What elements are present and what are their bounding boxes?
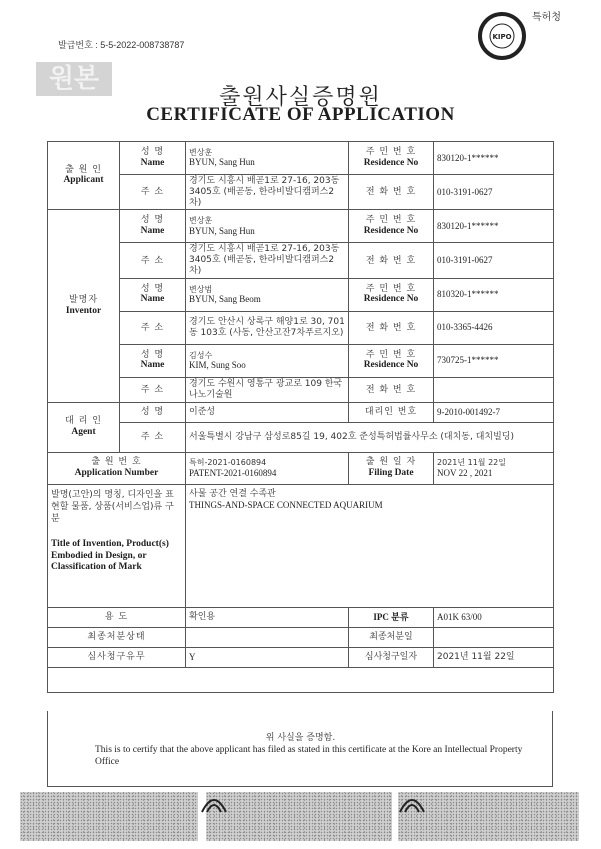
certification-statement-en: This is to certify that the above applicant has filed as stated in this certificate at the Kore an Intellectual Property Office bbox=[95, 745, 523, 767]
exam-request-date: 2021년 11월 22일 bbox=[434, 647, 554, 667]
inventor-1-address-row bbox=[48, 243, 554, 278]
resid-label-en: Residence No bbox=[363, 226, 419, 237]
address-label: 주 소 bbox=[140, 432, 165, 443]
kipo-logo bbox=[478, 6, 596, 66]
inventor-1-name-ko: 변상훈 bbox=[189, 216, 213, 226]
application-number-row bbox=[48, 452, 554, 484]
barcode-swirl-icon bbox=[398, 792, 426, 814]
exam-request-value: Y bbox=[186, 647, 349, 667]
agent-name: 이준성 bbox=[186, 402, 349, 422]
inventor-1-address: 경기도 시흥시 배곧1로 27-16, 203동 3405호 (배곧동, 한라비발디캠퍼스2차) bbox=[186, 243, 349, 278]
agent-section-label bbox=[48, 402, 120, 452]
invention-title-label-ko: 발명(고안)의 명칭, 디자인을 표현할 물품, 상품(서비스업)류 구분 bbox=[51, 489, 174, 525]
name-label-ko: 성 명 bbox=[140, 215, 165, 226]
inventor-label-en: Inventor bbox=[65, 305, 102, 316]
applicant-phone: 010-3191-0627 bbox=[434, 175, 554, 210]
resid-label-ko: 주 민 번 호 bbox=[365, 215, 417, 226]
logo-text: 특허청 bbox=[532, 12, 561, 23]
inventor-1-resid: 830120-1****** bbox=[434, 210, 554, 243]
inventor-3-address: 경기도 수원시 영통구 광교로 109 한국나노기술원 bbox=[186, 377, 349, 402]
name-label-ko: 성 명 bbox=[140, 349, 165, 360]
applicant-address: 경기도 시흥시 배곧1로 27-16, 203동 3405호 (배곧동, 한라비발디캠퍼스2차) bbox=[186, 175, 349, 210]
applicant-name-ko: 변상훈 bbox=[189, 147, 213, 157]
agent-code: 9-2010-001492-7 bbox=[434, 402, 554, 422]
logo-badge: KIPO bbox=[492, 33, 512, 41]
barcode-swirl-icon bbox=[200, 792, 228, 814]
invention-title-label-en: Title of Invention, Product(s) Embodied in Design, or Classification of Mark bbox=[51, 539, 169, 572]
agent-name-row bbox=[48, 402, 554, 422]
applicant-label-en: Applicant bbox=[63, 175, 104, 186]
invention-title-ko: 사물 공간 연결 수족관 bbox=[189, 488, 276, 499]
app-number-label bbox=[48, 452, 186, 484]
address-label: 주 소 bbox=[140, 322, 165, 333]
app-number-ko: 특허-2021-0160894 bbox=[189, 458, 267, 468]
inventor-2-resid: 810320-1****** bbox=[434, 278, 554, 311]
agent-label-ko: 대 리 인 bbox=[65, 416, 102, 427]
applicant-name-row bbox=[48, 142, 554, 175]
security-pattern-left bbox=[20, 792, 198, 841]
invention-title-row bbox=[48, 484, 554, 607]
resid-label-ko: 주 민 번 호 bbox=[365, 146, 417, 157]
inventor-2-phone: 010-3365-4426 bbox=[434, 311, 554, 344]
agent-address-row bbox=[48, 422, 554, 452]
phone-label: 전 화 번 호 bbox=[365, 322, 417, 333]
blank-row bbox=[48, 667, 554, 692]
purpose-label: 용 도 bbox=[104, 612, 129, 623]
invention-title-value bbox=[186, 484, 554, 607]
inventor-3-name-en: KIM, Sung Soo bbox=[189, 360, 246, 371]
final-disposition-date bbox=[434, 627, 554, 647]
inventor-1-name-row bbox=[48, 210, 554, 243]
resid-label-en: Residence No bbox=[363, 157, 419, 168]
inventor-3-name-row bbox=[48, 344, 554, 377]
phone-label: 전 화 번 호 bbox=[365, 255, 417, 266]
inventor-3-address-row bbox=[48, 377, 554, 402]
security-pattern-center bbox=[206, 792, 392, 841]
filing-date-label-ko: 출 원 일 자 bbox=[365, 457, 417, 468]
filing-date-en: NOV 22 , 2021 bbox=[437, 467, 493, 478]
final-disposition-label: 최종처분상태 bbox=[87, 632, 146, 643]
invention-title-label bbox=[48, 484, 186, 607]
name-label-en: Name bbox=[140, 157, 165, 168]
inventor-1-phone: 010-3191-0627 bbox=[434, 243, 554, 278]
inventor-2-address-row bbox=[48, 311, 554, 344]
inventor-1-name-en: BYUN, Sang Hun bbox=[189, 225, 255, 236]
inventor-2-name-row bbox=[48, 278, 554, 311]
final-disposition-value bbox=[186, 627, 349, 647]
filing-date-label-en: Filing Date bbox=[368, 467, 414, 478]
ipc-value: A01K 63/00 bbox=[434, 607, 554, 627]
resid-label-ko: 주 민 번 호 bbox=[365, 283, 417, 294]
inventor-label-ko: 발명자 bbox=[68, 294, 99, 305]
resid-label-ko: 주 민 번 호 bbox=[365, 349, 417, 360]
applicant-address-row bbox=[48, 175, 554, 210]
final-disposition-date-label: 최종처분일 bbox=[369, 632, 413, 643]
applicant-name-en: BYUN, Sang Hun bbox=[189, 157, 255, 168]
filing-date-ko: 2021년 11월 22일 bbox=[437, 458, 506, 468]
page-title-english: CERTIFICATE OF APPLICATION bbox=[146, 104, 455, 125]
page-title-korean: 출원사실증명원 bbox=[219, 85, 382, 110]
app-number-label-ko: 출 원 번 호 bbox=[91, 457, 142, 468]
inventor-2-address: 경기도 안산시 상록구 해양1로 30, 701동 103호 (사동, 안산고잔7차푸르지오) bbox=[186, 311, 349, 344]
applicant-resid: 830120-1****** bbox=[434, 142, 554, 175]
phone-label: 전 화 번 호 bbox=[365, 384, 417, 395]
phone-label: 전 화 번 호 bbox=[365, 187, 417, 198]
exam-request-date-label: 심사청구일자 bbox=[364, 652, 418, 663]
agent-label-en: Agent bbox=[71, 426, 96, 437]
certification-statement-ko: 위 사실을 증명함. bbox=[265, 733, 336, 743]
ipc-label: IPC 분류 bbox=[349, 607, 434, 627]
exam-request-row bbox=[48, 647, 554, 667]
name-label-en: Name bbox=[140, 226, 165, 237]
invention-title-en: THINGS-AND-SPACE CONNECTED AQUARIUM bbox=[189, 499, 383, 510]
purpose-row bbox=[48, 607, 554, 627]
agent-code-label: 대리인 번호 bbox=[364, 407, 418, 418]
inventor-3-resid: 730725-1****** bbox=[434, 344, 554, 377]
original-copy-stamp: 원본 bbox=[36, 62, 112, 96]
exam-request-label: 심사청구유무 bbox=[87, 652, 146, 663]
inventor-3-phone bbox=[434, 377, 554, 402]
inventor-3-name-ko: 김성수 bbox=[189, 350, 213, 360]
final-disposition-row bbox=[48, 627, 554, 647]
name-label-en: Name bbox=[140, 360, 165, 371]
address-label: 주 소 bbox=[140, 384, 165, 395]
name-label-ko: 성 명 bbox=[140, 407, 165, 418]
app-number-label-en: Application Number bbox=[74, 467, 159, 478]
app-number-en: PATENT-2021-0160894 bbox=[189, 467, 277, 478]
resid-label-en: Residence No bbox=[363, 294, 419, 305]
certificate-table bbox=[47, 141, 554, 693]
purpose-value: 확인용 bbox=[186, 607, 349, 627]
agent-address: 서울특별시 강남구 삼성로85길 19, 402호 준성특허법률사무소 (대치동, 대치빌딩) bbox=[186, 422, 554, 452]
inventor-2-name-ko: 변상범 bbox=[189, 284, 213, 294]
applicant-section-label bbox=[48, 142, 120, 210]
applicant-label-ko: 출 원 인 bbox=[65, 164, 102, 175]
document-number: 발급번호 : 5-5-2022-008738787 bbox=[58, 40, 185, 50]
name-label-ko: 성 명 bbox=[140, 146, 165, 157]
resid-label-en: Residence No bbox=[363, 360, 419, 371]
inventor-2-name-en: BYUN, Sang Beom bbox=[189, 294, 261, 305]
inventor-section-label bbox=[48, 210, 120, 402]
address-label: 주 소 bbox=[140, 187, 165, 198]
address-label: 주 소 bbox=[140, 255, 165, 266]
name-label-en: Name bbox=[140, 294, 165, 305]
name-label-ko: 성 명 bbox=[140, 283, 165, 294]
